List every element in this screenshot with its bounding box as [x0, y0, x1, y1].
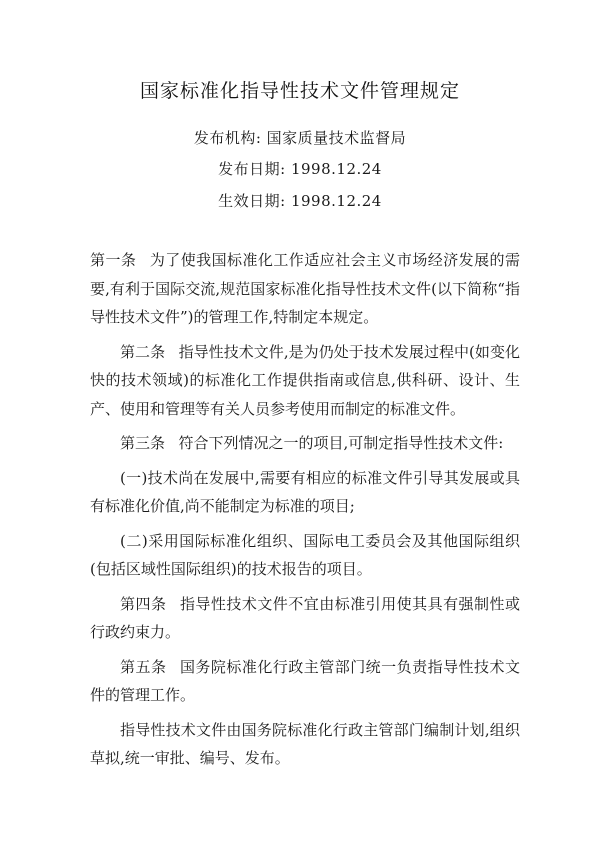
issue-date-label: 发布日期: [218, 160, 286, 178]
article-paragraph [90, 246, 520, 332]
publisher-value: 国家质量技术监督局 [266, 129, 407, 147]
article-paragraph [90, 338, 520, 424]
article-paragraph [90, 590, 520, 647]
article-paragraph [90, 653, 520, 710]
publisher-label: 发布机构: [193, 129, 262, 147]
article-number: 第二条 [120, 342, 166, 361]
article-number: 第四条 [120, 594, 167, 613]
effective-date-line [0, 190, 600, 211]
list-item-text: (二)采用国际标准化组织、国际电工委员会及其他国际组织(包括区域性国际组织)的技术报告的项目。 [90, 531, 520, 578]
publisher-line [0, 127, 600, 148]
article-number: 第三条 [120, 434, 166, 452]
list-item-paragraph [90, 527, 520, 584]
article-text: 符合下列情况之一的项目,可制定指导性技术文件: [178, 434, 504, 452]
article-number: 第五条 [120, 657, 167, 676]
effective-date-label: 生效日期: [218, 192, 286, 210]
list-item-text: (一)技术尚在发展中,需要有相应的标准文件引导其发展或具有标准化价值,尚不能制定为标准的项目; [90, 468, 520, 515]
list-item-paragraph [90, 464, 520, 521]
issue-date-line [0, 158, 600, 179]
document-body [90, 246, 520, 779]
article-text: 国务院标准化行政主管部门统一负责指导性技术文件的管理工作。 [90, 657, 520, 704]
article-number: 第一条 [90, 251, 137, 269]
continuation-paragraph [90, 716, 520, 773]
issue-date-value: 1998.12.24 [290, 160, 382, 178]
article-text: 为了使我国标准化工作适应社会主义市场经济发展的需要,有利于国际交流,规范国家标准化指导性技术文件(以下简称“指导性技术文件”)的管理工作,特制定本规定。 [90, 251, 520, 326]
document-title: 国家标准化指导性技术文件管理规定 [139, 80, 460, 102]
effective-date-value: 1998.12.24 [290, 192, 382, 210]
article-text: 指导性技术文件,是为仍处于技术发展过程中(如变化快的技术领域)的标准化工作提供指南或信息,供科研、设计、生产、使用和管理等有关人员参考使用而制定的标准文件。 [90, 342, 520, 418]
paragraph-text: 指导性技术文件由国务院标准化行政主管部门编制计划,组织草拟,统一审批、编号、发布。 [90, 720, 520, 767]
article-paragraph [90, 429, 520, 458]
article-text: 指导性技术文件不宜由标准引用使其具有强制性或行政约束力。 [90, 594, 520, 641]
